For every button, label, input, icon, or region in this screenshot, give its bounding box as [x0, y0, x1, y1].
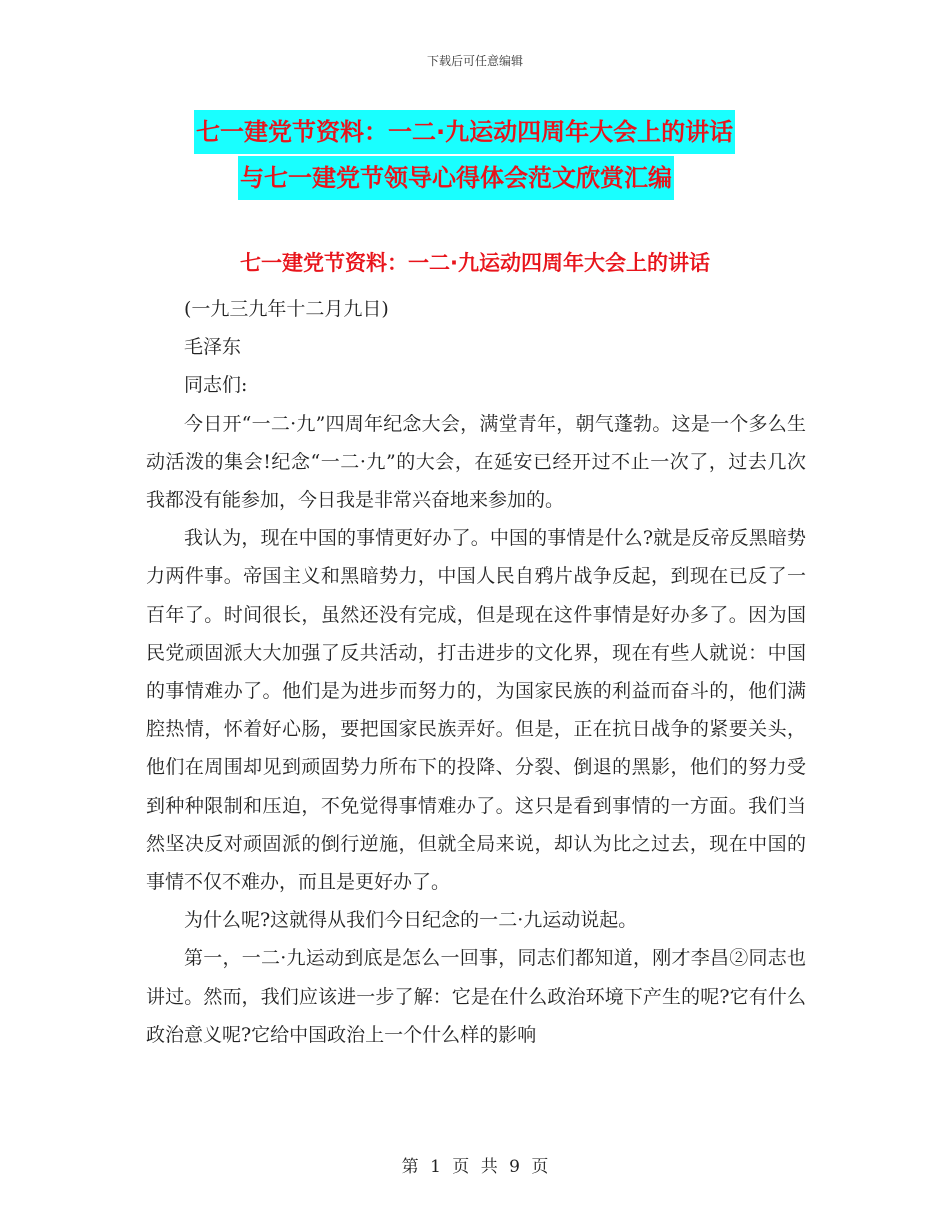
page-header: 下载后可任意编辑	[426, 54, 523, 68]
paragraph-1: 今日开“一二·九”四周年纪念大会，满堂青年，朝气蓬勃。这是一个多么生动活泼的集会!纪念“一二·九”的大会，在延安已经开过不止一次了，过去几次我都没有能参加，今日我是非常兴奋地来参加的。	[146, 412, 806, 512]
document-title-line-1: 七一建党节资料：一二·九运动四周年大会上的讲话	[194, 110, 735, 154]
author-line: 毛泽东	[184, 336, 242, 359]
document-title-line-2: 与七一建党节领导心得体会范文欣赏汇编	[238, 156, 674, 200]
date-line: (一九三九年十二月九日)	[184, 298, 389, 320]
paragraph-3: 为什么呢?这就得从我们今日纪念的一二·九运动说起。	[184, 909, 638, 932]
salutation: 同志们:	[184, 374, 248, 397]
paragraph-4: 第一，一二·九运动到底是怎么一回事，同志们都知道，刚才李昌②同志也讲过。然而，我们应该进一步了解：它是在什么政治环境下产生的呢?它有什么政治意义呢?它给中国政治上一个什么样的影响	[146, 947, 806, 1046]
page-footer: 第 1 页 共 9 页	[401, 1157, 549, 1177]
section-title: 七一建党节资料：一二·九运动四周年大会上的讲话	[240, 251, 710, 275]
document-body	[146, 290, 806, 1054]
paragraph-2: 我认为，现在中国的事情更好办了。中国的事情是什么?就是反帝反黑暗势力两件事。帝国主义和黑暗势力，中国人民自鸦片战争反起，到现在已反了一百年了。时间很长，虽然还没有完成，但是现在这件事情是好办多了。因为国民党顽固派大大加强了反共活动，打击进步的文化界，现在有些人就说：中国的事情难办了。他们是为进步而努力的，为国家民族的利益而奋斗的，他们满腔热情，怀着好心肠，要把国家民族弄好。但是，正在抗日战争的紧要关头，他们在周围却见到顽固势力所布下的投降、分裂、倒退的黑影，他们的努力受到种种限制和压迫，不免觉得事情难办了。这只是看到事情的一方面。我们当然坚决反对顽固派的倒行逆施，但就全局来说，却认为比之过去，现在中国的事情不仅不难办，而且是更好办了。	[146, 527, 806, 894]
